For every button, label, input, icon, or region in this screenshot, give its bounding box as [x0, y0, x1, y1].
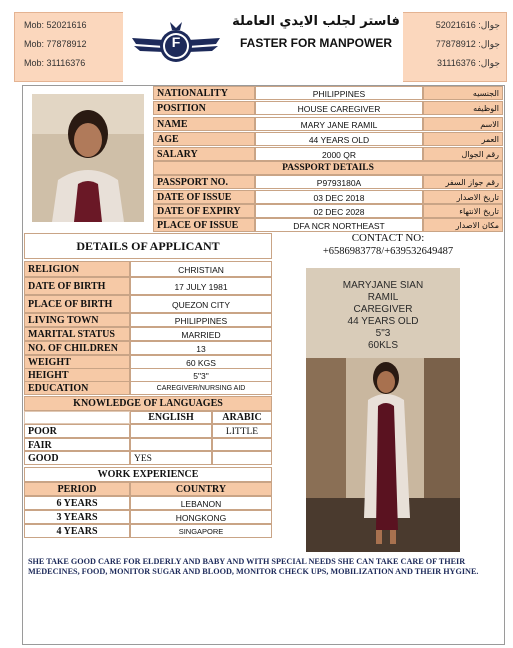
row-place-of-birth	[24, 295, 272, 313]
work-country-3: SINGAPORE	[130, 524, 272, 538]
label-marital-status: MARITAL STATUS	[24, 327, 130, 341]
col-arabic: ARABIC	[212, 411, 272, 424]
logo-letter: F	[171, 34, 181, 50]
arabic-date-of-expiry: تاريخ الانتهاء	[423, 204, 503, 218]
value-passport-no: P9793180A	[255, 175, 423, 189]
level-fair: FAIR	[24, 438, 130, 451]
col-period: PERIOD	[24, 482, 130, 496]
label-age: AGE	[153, 132, 255, 146]
label-height: HEIGHT	[24, 368, 130, 382]
work-period-2: 3 YEARS	[24, 510, 130, 524]
label-date-of-birth: DATE OF BIRTH	[24, 277, 130, 295]
applicant-note: SHE TAKE GOOD CARE FOR ELDERLY AND BABY AND WITH SPECIAL NEEDS SHE CAN TAKE CARE OF THEIR MEDECINES, FOOD, MONITOR SUGAR AND BLOOD, MONITOR CHECK UPS, MOBILIZATION AND THEIR HYGINE.	[28, 557, 479, 576]
row-marital-status	[24, 327, 272, 341]
label-place-of-birth: PLACE OF BIRTH	[24, 295, 130, 313]
work-period-3: 4 YEARS	[24, 524, 130, 538]
work-row-2	[24, 510, 272, 524]
col-country: COUNTRY	[130, 482, 272, 496]
label-weight: WEIGHT	[24, 355, 130, 369]
label-place-of-issue: PLACE OF ISSUE	[153, 218, 255, 232]
label-no-of-children: NO. OF CHILDREN	[24, 341, 130, 355]
value-marital-status: MARRIED	[130, 327, 272, 341]
caption-line-1: MARYJANE SIAN	[342, 280, 424, 291]
lang-row-fair	[24, 438, 272, 451]
row-passport-no	[153, 175, 503, 189]
mobile-right-1: 52021616 :جوال	[435, 20, 500, 30]
value-date-of-expiry: 02 DEC 2028	[255, 204, 423, 218]
caption-line-4: 44 YEARS OLD	[347, 316, 419, 327]
poor-arabic: LITTLE	[212, 424, 272, 438]
value-date-of-issue: 03 DEC 2018	[255, 190, 423, 204]
work-country-2: HONGKONG	[130, 510, 272, 524]
label-religion: RELIGION	[24, 261, 130, 277]
arabic-nationality: الجنسيه	[423, 86, 503, 100]
contact-label: CONTACT NO:	[351, 232, 425, 244]
company-name: FASTER FOR MANPOWER	[240, 36, 392, 50]
label-date-of-expiry: DATE OF EXPIRY	[153, 204, 255, 218]
label-salary: SALARY	[153, 147, 255, 161]
work-period-1: 6 YEARS	[24, 496, 130, 510]
details-of-applicant-title: DETAILS OF APPLICANT	[24, 233, 272, 259]
row-education	[24, 381, 272, 395]
value-age: 44 YEARS OLD	[255, 132, 423, 146]
mobile-left-3: Mob: 31116376	[24, 58, 86, 68]
row-nationality	[153, 86, 503, 100]
row-age	[153, 132, 503, 146]
applicant-portrait	[32, 94, 144, 222]
value-name: MARY JANE RAMIL	[255, 117, 423, 131]
row-height	[24, 368, 272, 382]
arabic-date-of-issue: تاريخ الاصدار	[423, 190, 503, 204]
row-no-of-children	[24, 341, 272, 355]
photo-caption	[306, 280, 460, 352]
row-weight	[24, 355, 272, 369]
lang-row-poor	[24, 424, 272, 438]
value-height: 5"3"	[130, 368, 272, 382]
row-place-of-issue	[153, 218, 503, 232]
caption-line-2: RAMIL	[367, 292, 399, 303]
arabic-age: العمر	[423, 132, 503, 146]
mobile-right-2: 77878912 :جوال	[435, 39, 500, 49]
value-living-town: PHILIPPINES	[130, 313, 272, 327]
label-living-town: LIVING TOWN	[24, 313, 130, 327]
caption-line-3: CAREGIVER	[353, 304, 413, 315]
arabic-name: الاسم	[423, 117, 503, 131]
level-poor: POOR	[24, 424, 130, 438]
languages-header-row	[24, 411, 272, 424]
value-no-of-children: 13	[130, 341, 272, 355]
good-arabic	[212, 451, 272, 465]
passport-details-title: PASSPORT DETAILS	[153, 161, 503, 175]
value-weight: 60 KGS	[130, 355, 272, 369]
company-arabic-name: فاستر لجلب الايدي العاملة	[232, 14, 400, 29]
value-place-of-issue: DFA NCR NORTHEAST	[255, 218, 423, 232]
label-position: POSITION	[153, 101, 255, 115]
good-english: YES	[130, 451, 212, 465]
caption-line-5: 5"3	[375, 328, 391, 339]
row-salary	[153, 147, 503, 161]
fair-arabic	[212, 438, 272, 451]
mobile-right-3: 31116376 :جوال	[437, 58, 500, 68]
value-salary: 2000 QR	[255, 147, 423, 161]
value-place-of-birth: QUEZON CITY	[130, 295, 272, 313]
col-english: ENGLISH	[130, 411, 212, 424]
contact-number: +6586983778/+639532649487	[322, 246, 454, 257]
value-education: CAREGIVER/NURSING AID	[130, 381, 272, 395]
value-date-of-birth: 17 JULY 1981	[130, 277, 272, 295]
work-row-3	[24, 524, 272, 538]
row-religion	[24, 261, 272, 277]
label-date-of-issue: DATE OF ISSUE	[153, 190, 255, 204]
row-name	[153, 117, 503, 131]
arabic-position: الوظيفه	[423, 101, 503, 115]
label-nationality: NATIONALITY	[153, 86, 255, 100]
value-nationality: PHILIPPINES	[255, 86, 423, 100]
caption-line-6: 60KLS	[367, 340, 399, 351]
arabic-place-of-issue: مكان الاصدار	[423, 218, 503, 232]
value-position: HOUSE CAREGIVER	[255, 101, 423, 115]
arabic-passport-no: رقم جواز السفر	[423, 175, 503, 189]
label-education: EDUCATION	[24, 381, 130, 395]
work-experience-title: WORK EXPERIENCE	[24, 467, 272, 482]
row-date-of-expiry	[153, 204, 503, 218]
row-date-of-issue	[153, 190, 503, 204]
level-good: GOOD	[24, 451, 130, 465]
mobile-left-1: Mob: 52021616	[24, 20, 87, 30]
fair-english	[130, 438, 212, 451]
mobile-left-2: Mob: 77878912	[24, 39, 87, 49]
value-religion: CHRISTIAN	[130, 261, 272, 277]
work-header-row	[24, 482, 272, 496]
row-date-of-birth	[24, 277, 272, 295]
lang-row-good	[24, 451, 272, 465]
label-passport-no: PASSPORT NO.	[153, 175, 255, 189]
languages-title: KNOWLEDGE OF LANGUAGES	[24, 396, 272, 411]
row-living-town	[24, 313, 272, 327]
row-position	[153, 101, 503, 115]
poor-english	[130, 424, 212, 438]
work-row-1	[24, 496, 272, 510]
label-name: NAME	[153, 117, 255, 131]
arabic-salary: رقم الجوال	[423, 147, 503, 161]
work-country-1: LEBANON	[130, 496, 272, 510]
